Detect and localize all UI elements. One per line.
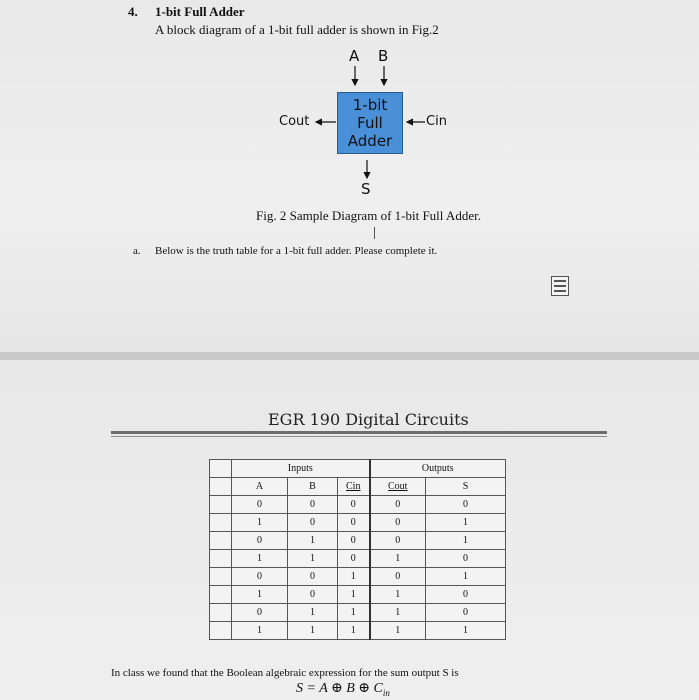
cell-cout: 1 bbox=[370, 550, 426, 568]
table-row bbox=[210, 586, 506, 604]
column-header-s: S bbox=[426, 478, 506, 496]
inputs-group-header: Inputs bbox=[232, 460, 370, 478]
truth-table bbox=[209, 459, 506, 640]
cell-a: 1 bbox=[232, 586, 288, 604]
cell-s: 1 bbox=[426, 514, 506, 532]
table-row bbox=[210, 514, 506, 532]
cell-cout: 1 bbox=[370, 622, 426, 640]
cell-cin: 1 bbox=[338, 568, 370, 586]
cell-cin: 1 bbox=[338, 622, 370, 640]
cell-b: 1 bbox=[288, 532, 338, 550]
adder-line-3: Adder bbox=[347, 132, 393, 150]
cell-cout: 1 bbox=[370, 604, 426, 622]
question-description: A block diagram of a 1-bit full adder is shown in Fig.2 bbox=[155, 22, 439, 37]
cell-b: 1 bbox=[288, 604, 338, 622]
cell-cin: 0 bbox=[338, 496, 370, 514]
figure-caption: Fig. 2 Sample Diagram of 1-bit Full Adder. bbox=[256, 208, 481, 223]
text-cursor bbox=[374, 227, 375, 239]
table-row bbox=[210, 550, 506, 568]
row-gutter bbox=[210, 532, 232, 550]
sum-expression-sentence: In class we found that the Boolean algebraic expression for the sum output S is bbox=[111, 667, 459, 679]
cell-cin: 0 bbox=[338, 514, 370, 532]
cell-a: 0 bbox=[232, 496, 288, 514]
row-gutter bbox=[210, 478, 232, 496]
document-icon[interactable] bbox=[551, 276, 569, 296]
table-row bbox=[210, 622, 506, 640]
row-gutter bbox=[210, 622, 232, 640]
part-a-text: Below is the truth table for a 1-bit full adder. Please complete it. bbox=[155, 245, 438, 257]
cell-b: 0 bbox=[288, 514, 338, 532]
cell-cout: 0 bbox=[370, 532, 426, 550]
sum-label: S bbox=[361, 180, 371, 198]
cell-b: 0 bbox=[288, 586, 338, 604]
column-header-b: B bbox=[288, 478, 338, 496]
adder-line-2: Full bbox=[357, 114, 383, 132]
cell-b: 1 bbox=[288, 622, 338, 640]
column-header-row bbox=[210, 478, 506, 496]
sum-formula bbox=[296, 680, 390, 698]
cell-b: 0 bbox=[288, 496, 338, 514]
cell-cin: 0 bbox=[338, 532, 370, 550]
table-row bbox=[210, 496, 506, 514]
full-adder-block bbox=[337, 92, 403, 154]
cell-b: 0 bbox=[288, 568, 338, 586]
carry-in-label: Cin bbox=[426, 114, 447, 129]
cell-a: 0 bbox=[232, 532, 288, 550]
cell-cout: 0 bbox=[370, 496, 426, 514]
input-b-label: B bbox=[378, 47, 389, 65]
column-header-cin: Cin bbox=[338, 478, 370, 496]
table-row bbox=[210, 604, 506, 622]
cell-s: 0 bbox=[426, 496, 506, 514]
table-row bbox=[210, 532, 506, 550]
cell-b: 1 bbox=[288, 550, 338, 568]
cell-a: 0 bbox=[232, 604, 288, 622]
column-header-cout: Cout bbox=[370, 478, 426, 496]
cell-cin: 1 bbox=[338, 604, 370, 622]
cell-cin: 1 bbox=[338, 586, 370, 604]
page-gap bbox=[0, 352, 699, 360]
cell-cout: 1 bbox=[370, 586, 426, 604]
cell-s: 1 bbox=[426, 568, 506, 586]
formula-subscript: in bbox=[382, 687, 390, 698]
cell-s: 0 bbox=[426, 550, 506, 568]
cell-a: 1 bbox=[232, 622, 288, 640]
cell-s: 0 bbox=[426, 604, 506, 622]
header-rule bbox=[111, 431, 607, 434]
cell-a: 1 bbox=[232, 550, 288, 568]
row-gutter bbox=[210, 550, 232, 568]
row-gutter bbox=[210, 496, 232, 514]
cell-cout: 0 bbox=[370, 568, 426, 586]
carry-out-label: Cout bbox=[279, 114, 310, 129]
cell-s: 1 bbox=[426, 622, 506, 640]
cell-cin: 0 bbox=[338, 550, 370, 568]
cell-a: 0 bbox=[232, 568, 288, 586]
column-header-a: A bbox=[232, 478, 288, 496]
outputs-group-header: Outputs bbox=[370, 460, 506, 478]
row-gutter bbox=[210, 586, 232, 604]
cell-cout: 0 bbox=[370, 514, 426, 532]
row-gutter bbox=[210, 514, 232, 532]
row-gutter bbox=[210, 568, 232, 586]
cell-s: 1 bbox=[426, 532, 506, 550]
row-gutter bbox=[210, 604, 232, 622]
formula-main: S = A ⊕ B ⊕ C bbox=[296, 681, 383, 696]
adder-line-1: 1-bit bbox=[352, 96, 388, 114]
part-a-label: a. bbox=[133, 245, 141, 257]
cell-a: 1 bbox=[232, 514, 288, 532]
question-number: 4. bbox=[128, 4, 138, 19]
header-rule-thin bbox=[111, 436, 607, 437]
cell-s: 0 bbox=[426, 586, 506, 604]
course-title: EGR 190 Digital Circuits bbox=[268, 410, 469, 429]
table-row bbox=[210, 568, 506, 586]
question-title: 1-bit Full Adder bbox=[155, 4, 245, 19]
input-a-label: A bbox=[349, 47, 360, 65]
table-corner bbox=[210, 460, 232, 478]
